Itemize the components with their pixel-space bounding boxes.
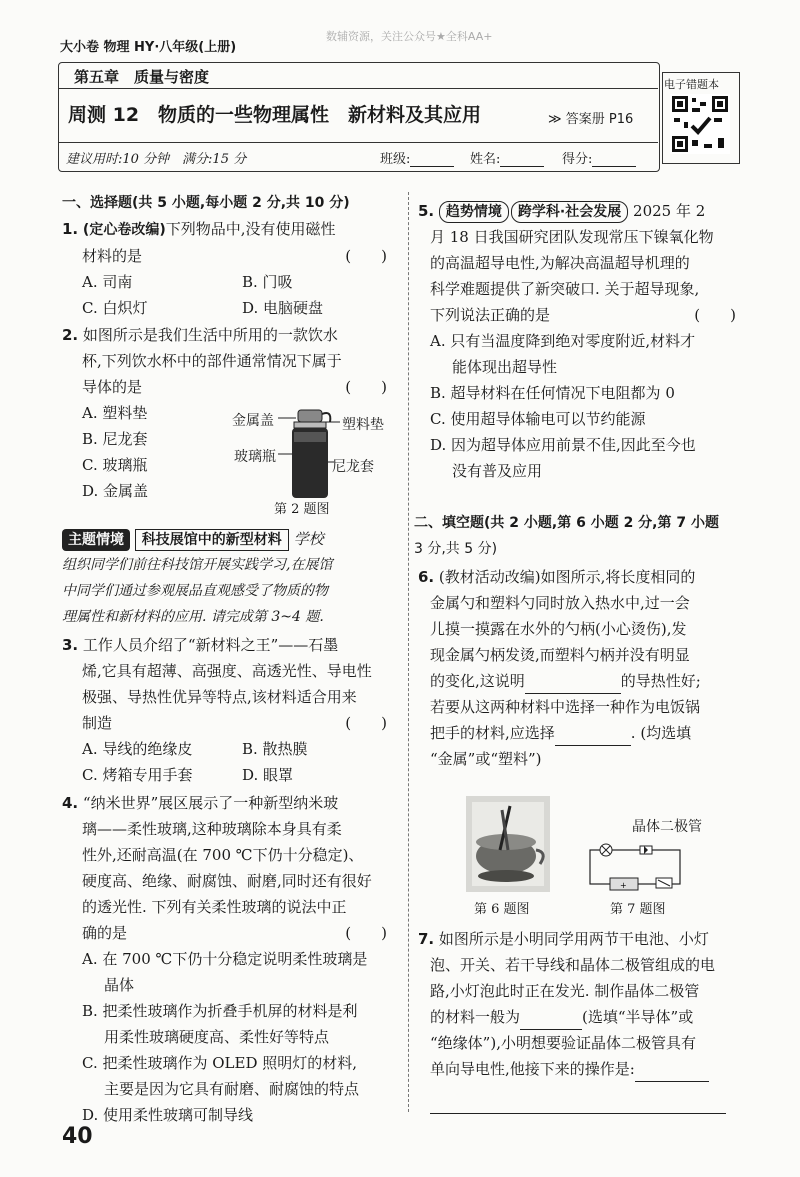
q5-text2: 月 18 日我国研究团队发现常压下镍氧化物 bbox=[430, 228, 714, 246]
header-divider-bottom bbox=[58, 142, 658, 143]
q6-text8: “金属”或“塑料”) bbox=[430, 750, 542, 768]
q5-option-c[interactable]: C. 使用超导体输电可以节约能源 bbox=[430, 410, 646, 428]
q4-text4: 硬度高、绝缘、耐腐蚀、耐磨,同时还有很好 bbox=[82, 872, 372, 890]
q5-tag2: 跨学科·社会发展 bbox=[511, 201, 628, 223]
q1-text2: 材料的是 bbox=[82, 247, 143, 265]
q4-paren: ( ) bbox=[345, 924, 387, 942]
q1-paren: ( ) bbox=[345, 247, 387, 265]
q1-option-d[interactable]: D. 电脑硬盘 bbox=[242, 299, 324, 317]
q7-text1: 如图所示是小明同学用两节干电池、小灯 bbox=[438, 930, 709, 948]
q5-paren: ( ) bbox=[694, 306, 736, 324]
q4-option-b[interactable] bbox=[62, 998, 397, 1050]
section2-title1: 二、填空题(共 2 小题,第 6 小题 2 分,第 7 小题 bbox=[414, 515, 719, 531]
time-label: 建议用时:10 分钟 满分:15 分 bbox=[66, 152, 247, 167]
theme-body bbox=[62, 552, 402, 630]
score-label: 得分: bbox=[562, 152, 593, 167]
theme-title: 科技展馆中的新型材料 bbox=[135, 529, 289, 551]
q2-option-b[interactable]: B. 尼龙套 bbox=[82, 430, 148, 448]
q2-bottle-figure bbox=[278, 404, 368, 500]
q2-option-a[interactable]: A. 塑料垫 bbox=[82, 404, 148, 422]
theme-text3: 中同学们通过参观展品直观感受了物质的物 bbox=[62, 583, 328, 599]
q4-num: 4. bbox=[62, 794, 79, 812]
class-label: 班级: bbox=[380, 152, 411, 167]
q5-option-d[interactable] bbox=[418, 432, 758, 484]
column-divider bbox=[408, 192, 409, 1112]
q7-text4a: 的材料一般为 bbox=[430, 1008, 521, 1026]
q5-text5: 下列说法正确的是 bbox=[430, 306, 551, 324]
q2-num: 2. bbox=[62, 326, 79, 344]
q2-label-sleeve: 尼龙套 bbox=[332, 459, 374, 475]
q7-text6: 单向导电性,他接下来的操作是: bbox=[430, 1060, 635, 1078]
class-field bbox=[380, 148, 454, 167]
q7-text3: 路,小灯泡此时正在发光. 制作晶体二极管 bbox=[430, 982, 700, 1000]
q7-text2: 泡、开关、若干导线和晶体二极管组成的电 bbox=[430, 956, 716, 974]
q5-option-a[interactable] bbox=[418, 328, 758, 380]
qr-label: 电子错题本 bbox=[664, 78, 719, 91]
q7-blank2[interactable] bbox=[635, 1063, 709, 1082]
q7-num: 7. bbox=[418, 930, 435, 948]
score-field bbox=[562, 148, 636, 167]
fig7-caption: 第 7 题图 bbox=[610, 902, 666, 917]
q3-option-d[interactable]: D. 眼罩 bbox=[242, 766, 294, 784]
q5-text1: 2025 年 2 bbox=[633, 202, 706, 220]
q2-option-d[interactable]: D. 金属盖 bbox=[82, 482, 149, 500]
diode-label: 晶体二极管 bbox=[632, 819, 702, 835]
q5-a2: 能体现出超导性 bbox=[452, 358, 558, 376]
q4-c2: 主要是因为它具有耐磨、耐腐蚀的特点 bbox=[104, 1080, 360, 1098]
q2-label-bottle: 玻璃瓶 bbox=[234, 449, 276, 465]
page-number: 40 bbox=[62, 1124, 93, 1149]
qr-code-icon[interactable] bbox=[670, 94, 730, 154]
q5-tag1: 趋势情境 bbox=[439, 201, 509, 223]
q6-text5b: 的导热性好; bbox=[620, 672, 701, 690]
theme-tag: 主题情境 bbox=[62, 529, 130, 551]
q4-b1: B. 把柔性玻璃作为折叠手机屏的材料是利 bbox=[82, 1002, 358, 1020]
q4-option-a[interactable] bbox=[62, 946, 397, 998]
q6-text6: 若要从这两种材料中选择一种作为电饭锅 bbox=[430, 698, 701, 716]
q1-num: 1. bbox=[62, 220, 79, 238]
q4-option-d[interactable]: D. 使用柔性玻璃可制导线 bbox=[82, 1106, 254, 1124]
q6-text7a: 把手的材料,应选择 bbox=[430, 724, 555, 742]
q3-num: 3. bbox=[62, 636, 79, 654]
q1 bbox=[62, 216, 397, 321]
q3-text1: 工作人员介绍了“新材料之王”——石墨 bbox=[82, 636, 339, 654]
q3-text4: 制造 bbox=[82, 714, 113, 732]
q1-option-b[interactable]: B. 门吸 bbox=[242, 273, 293, 291]
section2-title bbox=[414, 510, 764, 562]
q3-paren: ( ) bbox=[345, 714, 387, 732]
fig7-circuit bbox=[580, 836, 690, 896]
q1-option-c[interactable]: C. 白炽灯 bbox=[82, 299, 148, 317]
watermark: 数辅资源，关注公众号★全科AA+ bbox=[326, 30, 493, 43]
q2-paren: ( ) bbox=[345, 378, 387, 396]
q7 bbox=[418, 926, 763, 1114]
q5 bbox=[418, 198, 758, 484]
name-field bbox=[470, 148, 544, 167]
q5-a1: A. 只有当温度降到绝对零度附近,材料才 bbox=[430, 332, 696, 350]
q4 bbox=[62, 790, 397, 1128]
q2-text1: 如图所示是我们生活中所用的一款饮水 bbox=[82, 326, 338, 344]
fig6-caption: 第 6 题图 bbox=[474, 902, 530, 917]
q2-label-pad: 塑料垫 bbox=[342, 417, 384, 433]
q1-option-a[interactable]: A. 司南 bbox=[82, 273, 133, 291]
q5-text4: 科学难题提供了新突破口. 关于超导现象, bbox=[430, 280, 700, 298]
q7-text4b: (选填“半导体”或 bbox=[582, 1008, 694, 1026]
q6-text2: 金属勺和塑料勺同时放入热水中,过一会 bbox=[430, 594, 690, 612]
q5-text3: 的高温超导电性,为解决高温超导机理的 bbox=[430, 254, 690, 272]
q6-num: 6. bbox=[418, 568, 435, 586]
q5-option-b[interactable]: B. 超导材料在任何情况下电阻都为 0 bbox=[430, 384, 675, 402]
header-divider-top bbox=[58, 88, 658, 89]
answer-ref: ≫ 答案册 P16 bbox=[548, 112, 634, 127]
section2-title2: 3 分,共 5 分) bbox=[414, 541, 498, 557]
theme-text1: 学校 bbox=[293, 530, 324, 548]
section1-title: 一、选择题(共 5 小题,每小题 2 分,共 10 分) bbox=[62, 195, 350, 211]
q2-caption: 第 2 题图 bbox=[274, 502, 330, 517]
q4-c1: C. 把柔性玻璃作为 OLED 照明灯的材料, bbox=[82, 1054, 358, 1072]
q1-text1: 下列物品中,没有使用磁性 bbox=[165, 220, 336, 238]
q2-option-c[interactable]: C. 玻璃瓶 bbox=[82, 456, 148, 474]
q3 bbox=[62, 632, 397, 788]
q4-a2: 晶体 bbox=[104, 976, 135, 994]
q4-text1: “纳米世界”展区展示了一种新型纳米玻 bbox=[82, 794, 339, 812]
theme-heading bbox=[62, 526, 397, 552]
q3-text3: 极强、导热性优异等特点,该材料适合用来 bbox=[82, 688, 357, 706]
q3-option-a[interactable]: A. 导线的绝缘皮 bbox=[82, 740, 193, 758]
q2-text2: 杯,下列饮水杯中的部件通常情况下属于 bbox=[82, 352, 342, 370]
q4-a1: A. 在 700 ℃下仍十分稳定说明柔性玻璃是 bbox=[82, 950, 368, 968]
q1-tag: (定心卷改编) bbox=[82, 222, 166, 238]
q4-option-c[interactable] bbox=[62, 1050, 397, 1102]
q5-d1: D. 因为超导体应用前景不佳,因此至今也 bbox=[430, 436, 696, 454]
q2-label-lid: 金属盖 bbox=[232, 413, 274, 429]
book-title: 大小卷 物理 HY·八年级(上册) bbox=[60, 40, 237, 55]
theme-text2: 组织同学们前往科技馆开展实践学习,在展馆 bbox=[62, 557, 333, 573]
q6-text7b: . (均选填 bbox=[630, 724, 692, 742]
q7-text5: “绝缘体”),小明想要验证晶体二极管具有 bbox=[430, 1034, 696, 1052]
theme-text4: 理属性和新材料的应用. 请完成第 3~4 题. bbox=[62, 609, 324, 625]
q4-b2: 用柔性玻璃硬度高、柔性好等特点 bbox=[104, 1028, 330, 1046]
q4-text2: 璃——柔性玻璃,这种玻璃除本身具有柔 bbox=[82, 820, 342, 838]
test-title: 周测 12 物质的一些物理属性 新材料及其应用 bbox=[68, 104, 482, 126]
q4-text6: 确的是 bbox=[82, 924, 128, 942]
q6-text1: (教材活动改编)如图所示,将长度相同的 bbox=[438, 568, 696, 586]
q4-text3: 性外,还耐高温(在 700 ℃下仍十分稳定)、 bbox=[82, 846, 364, 864]
q6-text4: 现金属勺柄发烫,而塑料勺柄并没有明显 bbox=[430, 646, 690, 664]
name-label: 姓名: bbox=[470, 152, 501, 167]
q5-num: 5. bbox=[418, 202, 435, 220]
q5-d2: 没有普及应用 bbox=[452, 462, 543, 480]
q6-blank2[interactable] bbox=[555, 727, 631, 746]
svg-text:+: + bbox=[620, 881, 627, 890]
q7-blank3[interactable] bbox=[430, 1095, 726, 1114]
q6 bbox=[418, 564, 763, 772]
fig6-spoons-photo bbox=[466, 796, 550, 892]
q3-text2: 烯,它具有超薄、高强度、高透光性、导电性 bbox=[82, 662, 372, 680]
q4-text5: 的透光性. 下列有关柔性玻璃的说法中正 bbox=[82, 898, 347, 916]
q6-text5a: 的变化,这说明 bbox=[430, 672, 525, 690]
q2-text3: 导体的是 bbox=[82, 378, 143, 396]
q7-blank1[interactable] bbox=[520, 1011, 582, 1030]
q3-option-b[interactable]: B. 散热膜 bbox=[242, 740, 308, 758]
q3-option-c[interactable]: C. 烤箱专用手套 bbox=[82, 766, 193, 784]
q6-blank1[interactable] bbox=[525, 675, 621, 694]
q6-text3: 儿摸一摸露在水外的勺柄(小心烫伤),发 bbox=[430, 620, 687, 638]
chapter-title: 第五章 质量与密度 bbox=[74, 68, 210, 86]
